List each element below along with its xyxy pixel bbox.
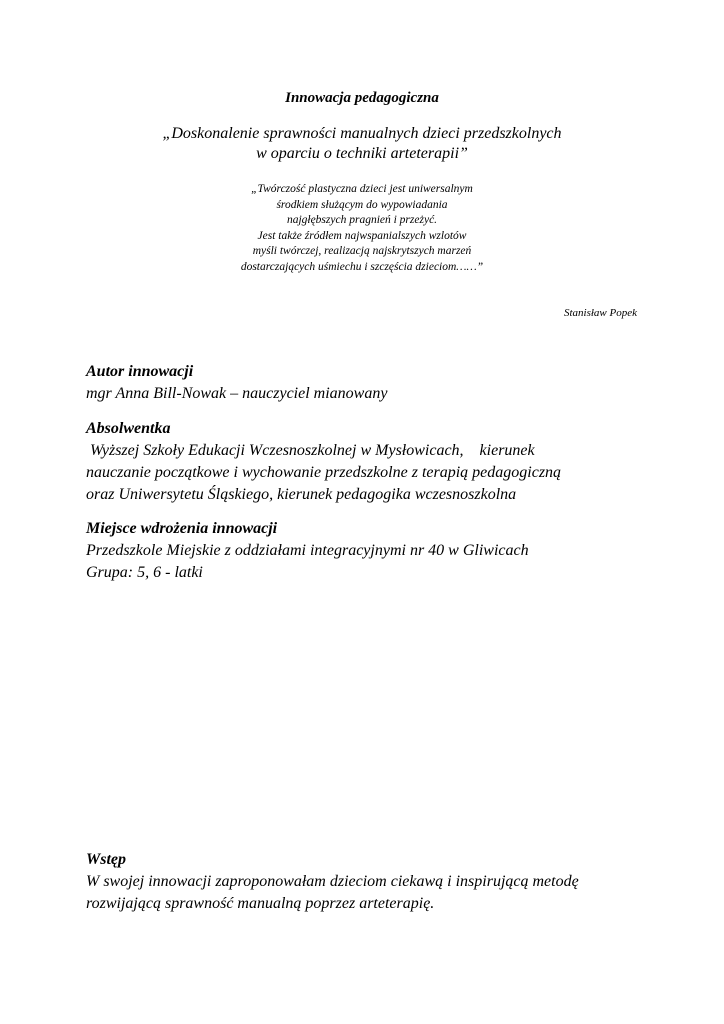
section-text: Przedszkole Miejskie z oddziałami integracyjnymi nr 40 w Gliwicach [86, 542, 529, 559]
section-heading: Absolwentka [86, 420, 171, 437]
subtitle-line: „Doskonalenie sprawności manualnych dzieci przedszkolnych [162, 125, 562, 142]
author-section [86, 361, 646, 405]
quote-line: „Twórczość plastyczna dzieci jest uniwersalnym [251, 183, 473, 195]
section-text: nauczanie początkowe i wychowanie przedszkolne z terapią pedagogiczną [86, 464, 562, 481]
section-text: rozwijającą sprawność manualną poprzez arteterapię. [86, 895, 435, 912]
quote-line: myśli twórczej, realizacją najskrytszych marzeń [252, 245, 472, 257]
intro-section [86, 849, 646, 915]
section-text: W swojej innowacji zaproponowałam dzieciom ciekawą i inspirującą metodę [86, 873, 579, 890]
section-heading: Wstęp [86, 851, 126, 868]
document-subtitle [0, 124, 724, 164]
epigraph-quote [0, 182, 724, 275]
section-heading: Miejsce wdrożenia innowacji [86, 520, 278, 537]
document-title: Innowacja pedagogiczna [285, 90, 439, 106]
section-text: mgr Anna Bill-Nowak – nauczyciel mianowany [86, 385, 388, 402]
quote-line: Jest także źródłem najwspanialszych wzlotów [257, 229, 467, 242]
section-text: Wyższej Szkoły Edukacji Wczesnoszkolnej w Mysłowicach, kierunek [86, 442, 535, 459]
subtitle-line: w oparciu o techniki arteterapii” [256, 145, 468, 162]
section-text: oraz Uniwersytetu Śląskiego, kierunek pedagogika wczesnoszkolna [86, 486, 517, 503]
quote-line: dostarczających uśmiechu i szczęścia dzieciom……” [240, 260, 484, 273]
section-text: Grupa: 5, 6 - latki [86, 564, 203, 581]
quote-author: Stanisław Popek [563, 307, 637, 319]
quote-line: najgłębszych pragnień i przeżyć. [286, 214, 438, 226]
graduate-section [86, 418, 646, 506]
quote-line: środkiem służącym do wypowiadania [276, 198, 448, 211]
section-heading: Autor innowacji [86, 363, 194, 380]
place-section [86, 518, 646, 584]
